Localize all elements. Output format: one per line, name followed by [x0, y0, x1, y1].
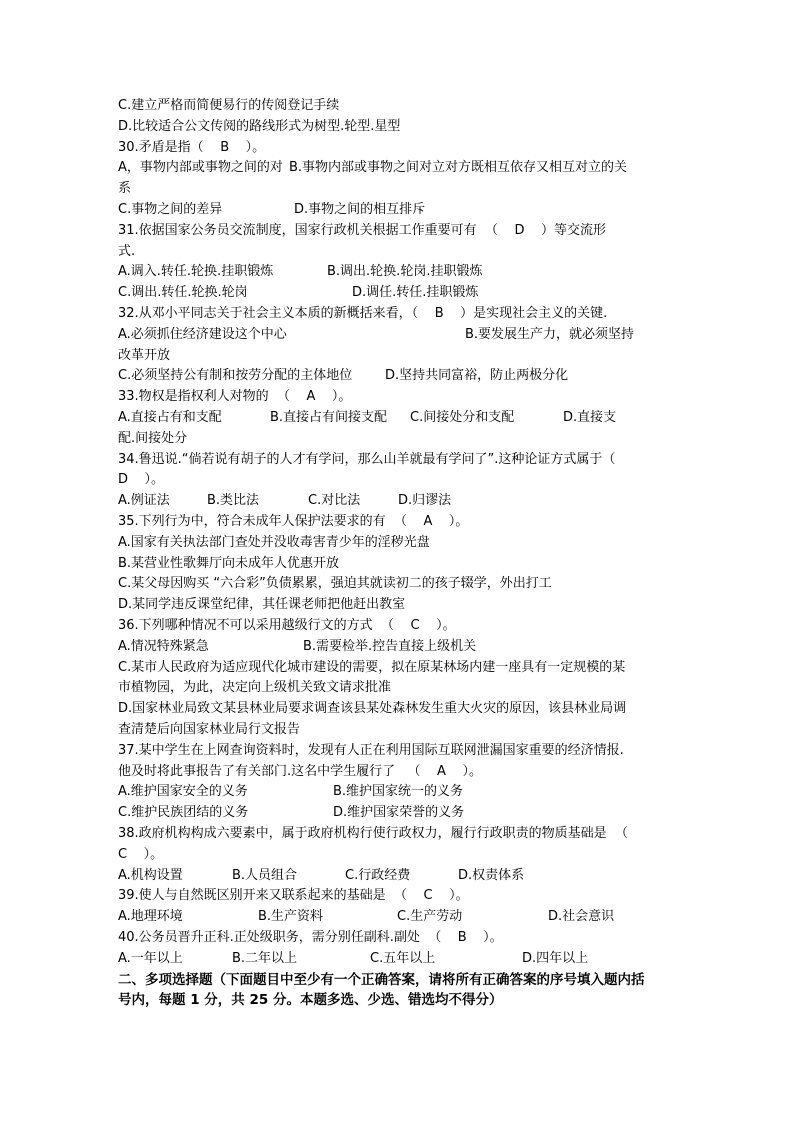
text-line: [0, 242, 794, 262]
line-text: 查清楚后向国家林业局行文报告: [118, 722, 301, 737]
option-text: D.调任.转任.挂职锻炼: [352, 285, 479, 301]
text-line: [0, 886, 794, 906]
text-line: [0, 928, 794, 948]
text-line: [0, 678, 794, 698]
line-text: 33.物权是指权利人对物的 （ A ）。: [118, 389, 352, 405]
option-text: D.四年以上: [522, 950, 589, 966]
text-line: [0, 117, 794, 137]
option-text: D.坚持共同富裕，防止两极分化: [385, 368, 569, 384]
option-text: C.对比法: [308, 493, 361, 509]
text-line: [0, 429, 794, 449]
option-text: A.必须抓住经济建设这个中心: [118, 326, 287, 342]
line-text: 改革开放: [118, 347, 171, 363]
text-line: [0, 325, 794, 345]
line-text: C.建立严格而简便易行的传阅登记手续: [118, 98, 340, 113]
option-text: A.调入.转任.轮换.挂职锻炼: [118, 264, 274, 280]
line-text: B.某营业性歌舞厅向未成年人优惠开放: [118, 555, 340, 571]
line-text: 他及时将此事报告了有关部门.这名中学生履行了 （ A ）。: [118, 763, 482, 779]
option-text: D.权责体系: [458, 867, 525, 883]
text-line: [0, 179, 794, 199]
text-line: [0, 907, 794, 927]
option-text: B.生产资料: [258, 909, 324, 925]
option-text: C.事物之间的差异: [118, 202, 223, 217]
option-text: C.必须坚持公有制和按劳分配的主体地位: [118, 368, 353, 384]
option-text: B.类比法: [207, 493, 260, 509]
option-text: B.二年以上: [232, 950, 298, 966]
text-line: [0, 762, 794, 782]
option-text: B.直接占有间接支配: [270, 410, 388, 425]
option-text: B.需要检举.控告直接上级机关: [303, 638, 477, 654]
option-text: A.机构设置: [118, 867, 183, 883]
text-line: [0, 616, 794, 636]
option-text: A.例证法: [118, 493, 170, 509]
line-text: 31.依据国家公务员交流制度，国家行政机关根据工作重要可有 （ D ）等交流形: [118, 222, 607, 238]
text-line: [0, 304, 794, 324]
option-text: C.行政经费: [345, 867, 411, 883]
option-text: B.维护国家统一的义务: [333, 784, 464, 800]
option-text: A.一年以上: [118, 950, 183, 966]
text-line: [0, 699, 794, 719]
line-text: 系: [118, 181, 132, 197]
text-line: [0, 346, 794, 366]
line-text: 号内，每题 1 分，共 25 分。本题多选、少选、错选均不得分）: [118, 992, 503, 1009]
line-text: D ）。: [118, 472, 165, 488]
option-text: C.生产劳动: [397, 909, 463, 925]
line-text: D.比较适合公文传阅的路线形式为树型.轮型.星型: [118, 118, 401, 134]
text-line: [0, 158, 794, 178]
text-line: [0, 366, 794, 386]
text-line: [0, 200, 794, 220]
text-line: [0, 554, 794, 574]
text-line: [0, 949, 794, 969]
option-text: A，事物内部或事物之间的对: [118, 160, 283, 176]
option-text: B.人员组合: [232, 867, 298, 883]
text-line: [0, 138, 794, 158]
option-text: A.直接占有和支配: [118, 410, 222, 425]
text-line: [0, 720, 794, 740]
line-text: 40.公务员晋升正科.正处级职务，需分别任副科.副处 （ B ）。: [118, 930, 503, 945]
line-text: 37.某中学生在上网查询资料时，发现有人正在利用国际互联网泄漏国家重要的经济情报.: [118, 742, 624, 758]
line-text: C ）。: [118, 846, 164, 862]
option-text: C.维护民族团结的义务: [118, 805, 249, 821]
text-line: [0, 512, 794, 532]
text-line: [0, 408, 794, 428]
text-line: [0, 470, 794, 490]
line-text: 32.从邓小平同志关于社会主义本质的新概括来看，（ B ）是实现社会主义的关键.: [118, 306, 608, 321]
line-text: 30.矛盾是指（ B ）。: [118, 139, 266, 155]
option-text: D.事物之间的相互排斥: [294, 202, 426, 217]
line-text: 34.鲁迅说.“倘若说有胡子的人才有学问，那么山羊就最有学问了”.这种论证方式属于（: [118, 451, 616, 467]
text-line: [0, 283, 794, 303]
text-line: [0, 866, 794, 886]
text-line: [0, 533, 794, 553]
line-text: 二、多项选择题（下面题目中至少有一个正确答案，请将所有正确答案的序号填入题内括: [118, 971, 645, 988]
option-text: D.维护国家荣誉的义务: [333, 805, 465, 821]
line-text: 35.下列行为中，符合未成年人保护法要求的有 （ A ）。: [118, 514, 469, 529]
text-line: [0, 262, 794, 282]
line-text: 式.: [118, 243, 136, 259]
text-line: [0, 741, 794, 761]
section-heading-line: [0, 990, 794, 1010]
text-line: [0, 595, 794, 615]
option-text: B.要发展生产力，就必须坚持: [465, 326, 635, 342]
line-text: 配.间接处分: [118, 430, 188, 446]
section-heading-line: [0, 970, 794, 990]
text-line: [0, 221, 794, 241]
option-text: A.情况特殊紧急: [118, 638, 209, 654]
text-line: [0, 96, 794, 116]
line-text: 36.下列哪种情况不可以采用越级行文的方式 （ C ）。: [118, 618, 456, 633]
line-text: 39.使人与自然既区别开来又联系起来的基础是 （ C ）。: [118, 888, 469, 904]
text-line: [0, 574, 794, 594]
option-text: B.事物内部或事物之间对立对方既相互依存又相互对立的关: [289, 160, 628, 176]
text-line: [0, 824, 794, 844]
text-line: [0, 658, 794, 678]
option-text: D.直接支: [563, 410, 617, 425]
line-text: A.国家有关执法部门查处并没收毒害青少年的淫秽光盘: [118, 534, 430, 550]
option-text: C.调出.转任.轮换.轮岗: [118, 285, 248, 301]
option-text: C.五年以上: [370, 950, 436, 966]
text-line: [0, 491, 794, 511]
option-text: C.间接处分和支配: [410, 410, 515, 425]
option-text: A.地理环境: [118, 909, 183, 925]
option-text: A.维护国家安全的义务: [118, 784, 248, 800]
option-text: D.归谬法: [398, 493, 452, 509]
text-line: [0, 782, 794, 802]
line-text: D.国家林业局致文某县林业局要求调查该县某处森林发生重大火灾的原因，该县林业局调: [118, 701, 627, 717]
text-line: [0, 803, 794, 823]
line-text: 38.政府机构构成六要素中，属于政府机构行使行政权力，履行行政职责的物质基础是 （: [118, 826, 628, 841]
line-text: D.某同学违反课堂纪律，其任课老师把他赶出教室: [118, 597, 406, 613]
text-line: [0, 845, 794, 865]
text-line: [0, 637, 794, 657]
line-text: C.某市人民政府为适应现代化城市建设的需要，拟在原某林场内建一座具有一定规模的某: [118, 659, 626, 675]
line-text: C.某父母因购买 “六合彩”负债累累，强迫其就读初二的孩子辍学，外出打工: [118, 576, 552, 592]
option-text: B.调出.轮换.轮岗.挂职锻炼: [327, 264, 483, 280]
line-text: 市植物园，为此，决定向上级机关致文请求批准: [118, 680, 392, 696]
text-line: [0, 387, 794, 407]
text-line: [0, 450, 794, 470]
option-text: D.社会意识: [548, 909, 615, 925]
